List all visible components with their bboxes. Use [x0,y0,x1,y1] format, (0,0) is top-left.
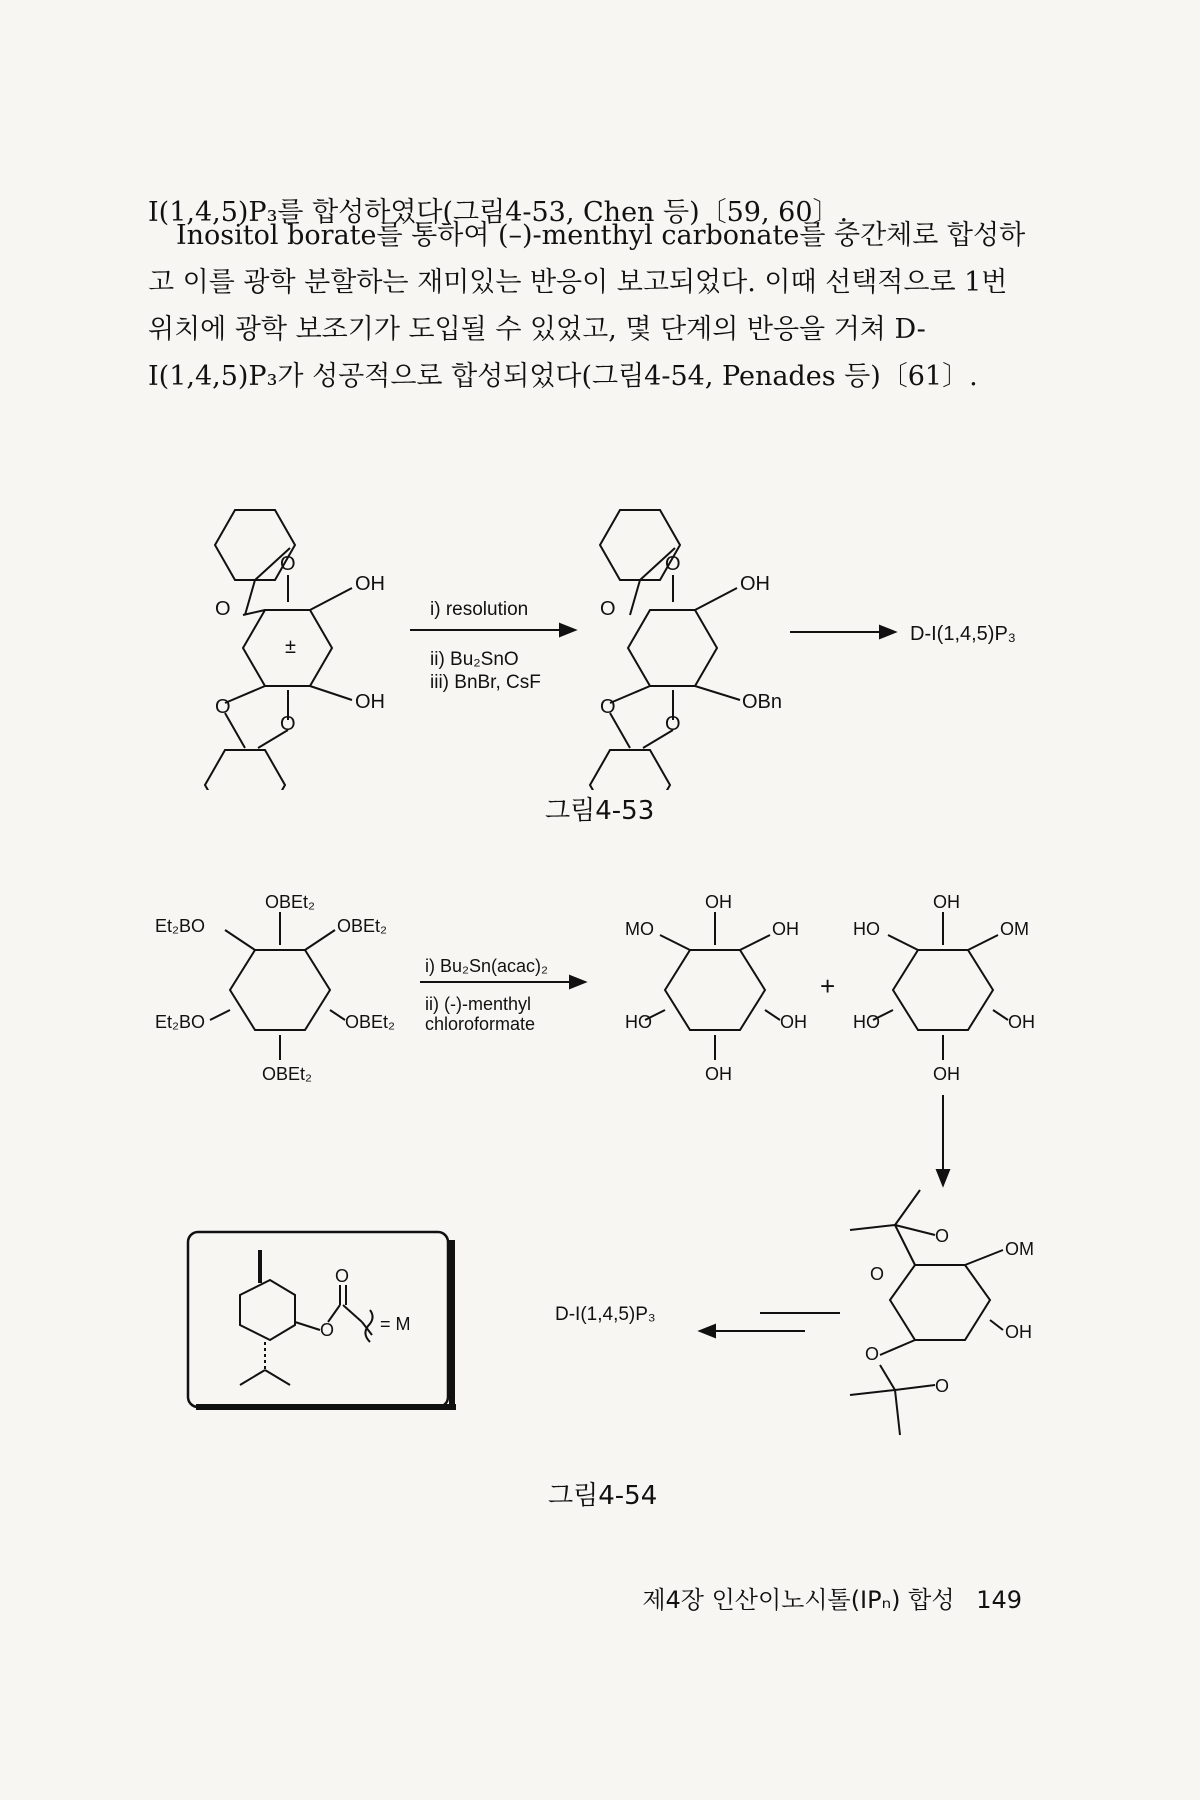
figure-4-53-scheme [0,490,1200,790]
equals-m: = M [380,1314,411,1334]
isomer2-ring [893,950,993,1030]
figure-4-54-caption: 그림4-54 [548,1481,658,1511]
isomer2-lr: OH [1008,1012,1035,1032]
borate-top-label: OBEt₂ [265,892,316,912]
o-label: O [935,1226,950,1246]
isomer2-top: OH [933,892,960,912]
o-label: O [600,696,616,718]
o-label: O [280,713,296,735]
product-d-ip3: D-I(1,4,5)P₃ [910,623,1016,645]
reagent-bu2sno: ii) Bu₂SnO [430,649,519,670]
figure-4-54-scheme [0,890,1200,1490]
isomer2-ur: OM [1000,919,1029,939]
page-number: 149 [976,1586,1022,1614]
borate-ring [230,950,330,1030]
o-label: O [280,553,296,575]
isomer1-ll: HO [625,1012,652,1032]
o-label: O [215,598,231,620]
isomer1-lr: OH [780,1012,807,1032]
borate-lr-label: OBEt₂ [345,1012,396,1032]
plus-sign: + [820,971,836,1001]
ester-o: O [320,1320,335,1340]
isomer1-bottom: OH [705,1064,732,1084]
chapter-label: 제4장 인산이노시톨(IPₙ) 합성 [642,1586,955,1614]
isomer1-top: OH [705,892,732,912]
reagent-menthyl: ii) (-)-menthyl [425,994,531,1014]
acetal-ring [890,1265,990,1340]
isomer2-ll: HO [853,1012,880,1032]
acetal-om: OM [1005,1239,1034,1259]
acetal-oh: OH [1005,1322,1032,1342]
o-label: O [935,1376,950,1396]
isomer1-ur: OH [772,919,799,939]
isomer2-ul: HO [853,919,880,939]
page-footer [642,1580,1022,1615]
product-d-ip3: D-I(1,4,5)P₃ [555,1304,656,1325]
isomer1-ul: MO [625,919,654,939]
paragraph-2-text: Inositol borate를 통하여 (–)-menthyl carbonate를 중간체로 합성하고 이를 광학 분할하는 재미있는 반응이 보고되었다. 이때 선택적으로 1번 위치에 광학 보조기가 도입될 수 있었고, 몇 단계의 반응을 거쳐 D-I(1,4,5)P₃가 성공적으로 합성되었다(그림4-54, Penades 등)〔61〕. [148,220,1026,392]
o-label: O [870,1264,885,1284]
cyclohexane-bottom-left [205,750,285,790]
o-label: O [215,696,231,718]
oh-label-top: OH [355,573,385,595]
oh-label: OH [740,573,770,595]
carbonyl-o: O [335,1266,350,1286]
figure-4-53-caption: 그림4-53 [545,796,655,826]
obn-label: OBn [742,691,783,713]
borate-ll-label: Et₂BO [155,1012,206,1032]
reagent-bnbr: iii) BnBr, CsF [430,672,541,693]
o-label: O [665,553,681,575]
isomer2-bottom: OH [933,1064,960,1084]
paragraph-line-1: I(1,4,5)P₃를 합성하였다(그림4-53, Chen 등)〔59, 60〕. [148,197,849,228]
cyclohexane-bottom-mid [590,750,670,790]
borate-ul-label: Et₂BO [155,916,206,936]
isomer1-ring [665,950,765,1030]
o-label: O [865,1344,880,1364]
paragraph-2 [148,212,1038,400]
reagent-chloroformate: chloroformate [425,1014,536,1034]
racemic-label: ± [285,636,296,658]
o-label: O [665,713,681,735]
reagent-bu2sn: i) Bu₂Sn(acac)₂ [425,956,549,976]
menthyl-ring [240,1280,295,1340]
reagent-resolution: i) resolution [430,599,529,620]
oh-label-bottom: OH [355,691,385,713]
o-label: O [600,598,616,620]
borate-bottom-label: OBEt₂ [262,1064,313,1084]
borate-ur-label: OBEt₂ [337,916,388,936]
inositol-ring-intermediate [628,610,717,686]
